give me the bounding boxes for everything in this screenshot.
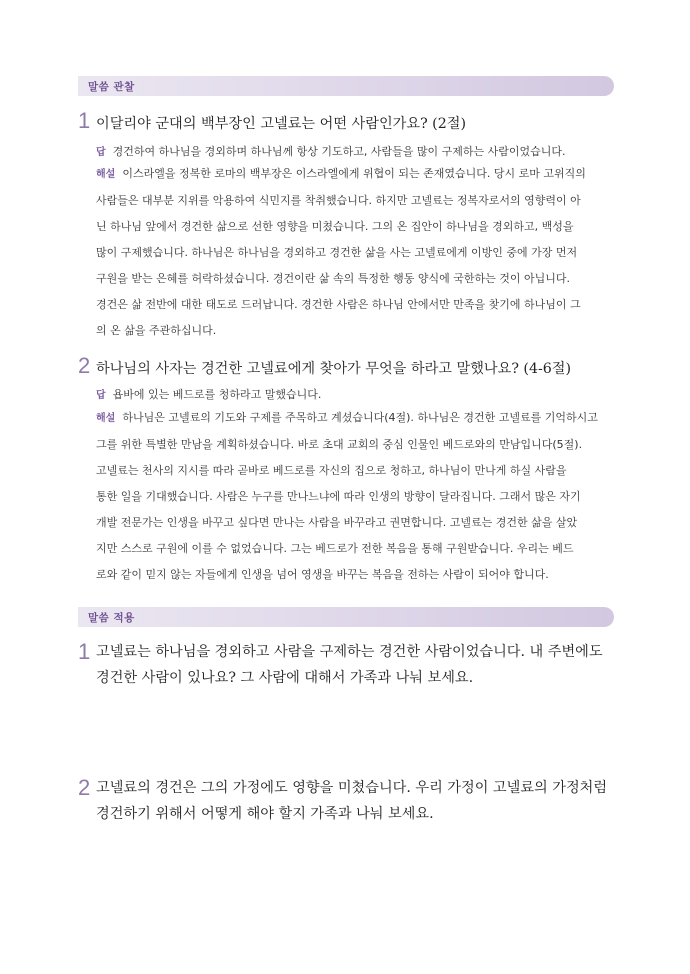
answer-text: 욥바에 있는 베드로를 청하라고 말했습니다. [112,388,322,401]
question-text [96,639,616,691]
explanation-tag: 해설 [96,169,116,180]
explanation-line: 로와 같이 믿지 않는 자들에게 인생을 넘어 영생을 바꾸는 복음을 전하는 사람이 되어야 합니다. [96,568,549,581]
question-number: 2 [78,353,91,378]
explanation-line: 해설 하나님은 고넬료의 기도와 구제를 주목하고 계셨습니다(4절). 하나님은 경건한 고넬료를 기억하시고 [96,411,598,424]
explanation-line: 경건은 삶 전반에 대한 태도로 드러납니다. 경건한 사람은 하나님 안에서만 만족을 찾기에 하나님이 그 [96,298,581,311]
question-text [96,775,616,827]
explanation-line: 구원을 받는 은혜를 허락하셨습니다. 경건이란 삶 속의 특정한 행동 양식에 국한하는 것이 아닙니다. [96,272,570,285]
question-text: 이달리야 군대의 백부장인 고넬료는 어떤 사람인가요? (2절) [96,116,466,132]
explanation-line: 닌 하나님 앞에서 경건한 삶으로 선한 영향을 미쳤습니다. 그의 온 집안이 하나님을 경외하고, 백성을 [96,220,574,233]
section-title: 말씀 적용 [88,612,135,624]
explanation-block [96,161,618,344]
answer-tag: 답 [96,147,106,158]
section-header-application [78,607,614,627]
explanation-line: 많이 구제했습니다. 하나님은 하나님을 경외하고 경건한 삶을 사는 고넬료에게 이방인 중에 가장 먼저 [96,246,578,259]
explanation-tag: 해설 [96,413,116,424]
answer-text: 경건하여 하나님을 경외하며 하나님께 항상 기도하고, 사람들을 많이 구제하는 사람이었습니다. [112,145,566,158]
answer-tag: 답 [96,390,106,401]
question-line: 경건하기 위해서 어떻게 해야 할지 가족과 나눠 보세요. [96,806,434,822]
explanation-line: 고넬료는 천사의 지시를 따라 곧바로 베드로를 자신의 집으로 청하고, 하나님이 만나게 하실 사람을 [96,464,567,477]
question-number: 1 [78,639,91,664]
explanation-line: 그를 위한 특별한 만남을 계획하셨습니다. 바로 초대 교회의 중심 인물인 베드로와의 만남입니다(5절). [96,438,583,451]
explanation-line: 의 온 삶을 주관하십니다. [96,324,217,337]
question-number: 2 [78,775,91,800]
question-line: 경건한 사람이 있나요? 그 사람에 대해서 가족과 나눠 보세요. [96,670,474,686]
explanation-line: 통한 일을 기대했습니다. 사람은 누구를 만나느냐에 따라 인생의 방향이 달라집니다. 그래서 많은 자기 [96,490,581,503]
explanation-block [96,405,618,588]
question-line: 고넬료의 경건은 그의 가정에도 영향을 미쳤습니다. 우리 가정이 고넬료의 가정처럼 [96,780,608,796]
explanation-line: 사람들은 대부분 지위를 악용하여 식민지를 착취했습니다. 하지만 고넬료는 정복자로서의 영향력이 아 [96,194,581,207]
question-text: 하나님의 사자는 경건한 고넬료에게 찾아가 무엇을 하라고 말했나요? (4-6절) [96,361,572,377]
explanation-line: 해설 이스라엘을 정복한 로마의 백부장은 이스라엘에게 위협이 되는 존재였습니다. 당시 로마 고위직의 [96,167,586,180]
question-number: 1 [78,108,91,133]
section-header-observation [78,76,614,96]
section-title: 말씀 관찰 [88,81,135,93]
explanation-line: 지만 스스로 구원에 이를 수 없었습니다. 그는 베드로가 전한 복음을 통해 구원받습니다. 우리는 베드 [96,542,574,555]
question-line: 고넬료는 하나님을 경외하고 사람을 구제하는 경건한 사람이었습니다. 내 주변에도 [96,644,603,660]
explanation-line: 개발 전문가는 인생을 바꾸고 싶다면 만나는 사람을 바꾸라고 권면합니다. 고넬료는 경건한 삶을 살았 [96,516,578,529]
